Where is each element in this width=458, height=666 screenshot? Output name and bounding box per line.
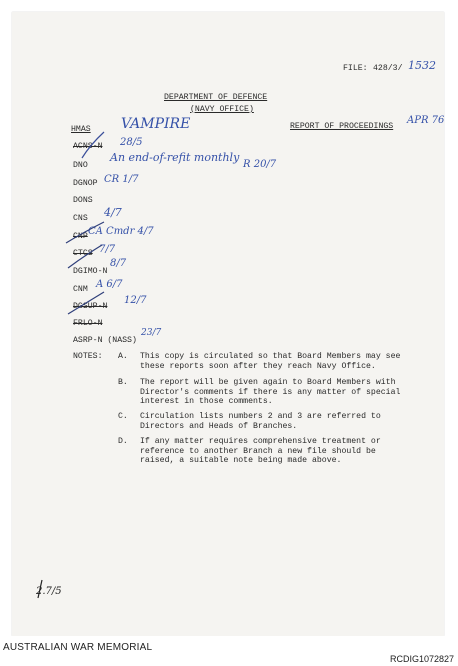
tick-mark-ctcs	[68, 245, 102, 268]
circ-code-cns: CNS	[73, 214, 88, 223]
circ-note-asrp: 23/7	[141, 328, 162, 338]
hmas-label: HMAS	[71, 125, 91, 134]
note-letter-a: A.	[118, 352, 128, 361]
circ-note-cnp: CA Cmdr 4/7	[88, 226, 154, 237]
circ-note-cnm: A 6/7	[96, 279, 123, 290]
note-letter-d: D.	[118, 437, 128, 446]
circ-note-cns: 4/7	[104, 206, 122, 219]
circ-code-dons: DONS	[73, 196, 93, 205]
circ-note-ctcs: 7/7	[99, 244, 116, 255]
report-period: APR 76	[407, 115, 445, 126]
ship-name: VAMPIRE	[121, 116, 191, 132]
file-ref-label: FILE:	[343, 64, 368, 73]
record-id: RCDIG1072827	[389, 654, 454, 664]
circ-code-acns: ACNS-N	[73, 142, 103, 151]
circ-note-dno: An end-of-refit monthly	[110, 151, 240, 164]
report-title: REPORT OF PROCEEDINGS	[290, 122, 394, 131]
circ-initial-dno: R 20/7	[243, 159, 277, 170]
circ-note-acns: 28/5	[120, 137, 143, 148]
circ-code-asrp: ASRP-N (NASS)	[73, 336, 137, 345]
note-text-b: The report will be given again to Board Members with Director's comments if there is any matter of special interest in those comments.	[140, 378, 401, 407]
circ-note-dgimo: 8/7	[110, 258, 127, 269]
circ-code-dgsup: DGSUP-N	[73, 302, 108, 311]
note-text-a: This copy is circulated so that Board Members may see these reports soon after they reach Navy Office.	[140, 352, 401, 371]
note-letter-b: B.	[118, 378, 128, 387]
note-text-d: If any matter requires comprehensive treatment or reference to another Branch a new file should be raised, a suitable note being made above.	[140, 437, 381, 466]
tick-mark-bottom	[38, 580, 42, 598]
circ-code-cnp: CNP	[73, 232, 88, 241]
circ-code-dgimo: DGIMO-N	[73, 267, 108, 276]
file-ref-handwritten: 1532	[408, 59, 436, 72]
tick-mark-dgsup	[68, 292, 104, 314]
department-title: DEPARTMENT OF DEFENCE	[164, 93, 268, 102]
bottom-initial: 2.7/5	[36, 586, 62, 597]
circ-code-cnm: CNM	[73, 285, 88, 294]
circ-code-ctcs: CTCS	[73, 249, 93, 258]
tick-mark-acns	[82, 132, 104, 158]
institution-label: AUSTRALIAN WAR MEMORIAL	[3, 642, 153, 653]
note-letter-c: C.	[118, 412, 128, 421]
circ-code-dgnop: DGNOP	[73, 179, 98, 188]
circ-code-frlo: FRLO-N	[73, 319, 103, 328]
circ-note-dgnop: CR 1/7	[104, 174, 139, 185]
circ-note-dgsup: 12/7	[124, 295, 147, 306]
note-text-c: Circulation lists numbers 2 and 3 are referred to Directors and Heads of Branches.	[140, 412, 381, 431]
tick-mark-cnp	[66, 222, 104, 243]
office-title: (NAVY OFFICE)	[190, 105, 254, 114]
circ-code-dno: DNO	[73, 161, 88, 170]
file-ref-typed: 428/3/	[373, 64, 403, 73]
footer	[0, 636, 458, 666]
notes-label: NOTES:	[73, 352, 103, 361]
